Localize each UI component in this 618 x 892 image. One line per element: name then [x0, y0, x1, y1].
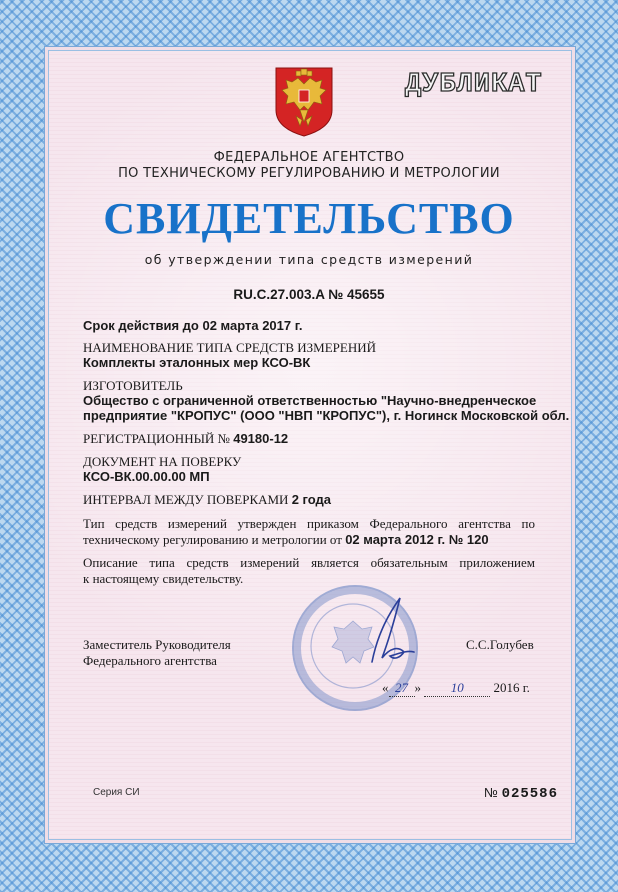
manufacturer-label: ИЗГОТОВИТЕЛЬ: [83, 378, 183, 393]
duplicate-stamp: ДУБЛИКАТ: [405, 70, 543, 100]
approval-line1: Тип средств измерений утвержден приказом Федерального агентства по: [83, 516, 535, 531]
validity-label: Срок действия до: [83, 318, 199, 333]
issue-date-year: 2016 г.: [493, 680, 530, 695]
certificate-title: СВИДЕТЕЛЬСТВО: [103, 194, 515, 243]
signatory-position-line1: Заместитель Руководителя: [83, 637, 231, 652]
validity-row: [83, 318, 302, 333]
series-label: Серия СИ: [93, 787, 140, 798]
manufacturer-line1: Общество с ограниченной ответственностью "Научно-внедренческое: [83, 393, 537, 408]
signatory-position-line2: Федерального агентства: [83, 653, 217, 668]
verification-doc-value: КСО-ВК.00.00.00 МП: [83, 469, 210, 484]
issue-date-month: 10: [424, 680, 490, 697]
agency-name-line1: ФЕДЕРАЛЬНОЕ АГЕНТСТВО: [213, 150, 405, 165]
serial-label: №: [484, 785, 498, 800]
approval-order: 02 марта 2012 г. № 120: [345, 532, 489, 547]
approval-line2-prefix: техническому регулированию и метрологии от: [83, 532, 342, 547]
verification-doc-label: ДОКУМЕНТ НА ПОВЕРКУ: [83, 454, 242, 469]
serial-value: 025586: [501, 786, 558, 802]
issue-date-day: 27: [389, 680, 415, 697]
registration-number: RU.C.27.003.A № 45655: [233, 287, 385, 302]
certificate-subtitle: об утверждении типа средств измерений: [144, 252, 474, 267]
signatory-name: С.С.Голубев: [466, 637, 534, 652]
description-line2: к настоящему свидетельству.: [83, 571, 244, 586]
manufacturer-line2: предприятие "КРОПУС" (ООО "НВП "КРОПУС"), г. Ногинск Московской обл.: [83, 408, 570, 423]
description-line1: Описание типа средств измерений является обязательным приложением: [83, 555, 535, 570]
approval-line2: [83, 532, 489, 548]
russian-coat-of-arms-icon: [274, 66, 334, 138]
type-name-label: НАИМЕНОВАНИЕ ТИПА СРЕДСТВ ИЗМЕРЕНИЙ: [83, 340, 376, 355]
signature-mark-icon: [360, 592, 420, 672]
interval-row: [83, 492, 331, 508]
issue-date: « 27 » 10 2016 г.: [382, 680, 530, 695]
registration-label: РЕГИСТРАЦИОННЫЙ №: [83, 431, 230, 446]
agency-name-line2: ПО ТЕХНИЧЕСКОМУ РЕГУЛИРОВАНИЮ И МЕТРОЛОГИИ: [118, 166, 500, 181]
validity-value: 02 марта 2017 г.: [202, 318, 303, 333]
interval-label: ИНТЕРВАЛ МЕЖДУ ПОВЕРКАМИ: [83, 492, 289, 507]
registration-value: 49180-12: [233, 431, 289, 446]
registration-row: [83, 431, 288, 447]
serial-number: [484, 785, 558, 802]
interval-value: 2 года: [291, 492, 332, 507]
type-name-value: Комплекты эталонных мер КСО-ВК: [83, 355, 311, 370]
